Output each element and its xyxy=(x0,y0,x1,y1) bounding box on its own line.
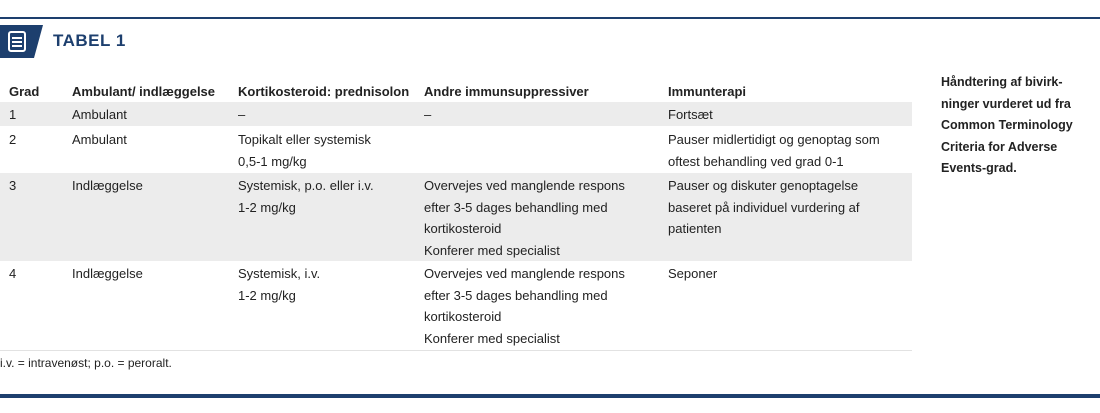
column-header-setting: Ambulant/ indlæggelse xyxy=(72,84,216,99)
data-table xyxy=(0,76,912,351)
other-immunosuppressants-cell xyxy=(416,102,660,126)
caption-line: Events-grad. xyxy=(941,161,1017,175)
setting-cell: Indlæggelse xyxy=(72,266,143,281)
setting-cell: Ambulant xyxy=(72,107,127,122)
caption-line: ninger vurderet ud fra xyxy=(941,96,1071,111)
cell-line: Konferer med specialist xyxy=(424,242,560,258)
cell-line: 0,5-1 mg/kg xyxy=(238,153,307,169)
grade-cell: 3 xyxy=(9,178,17,193)
immunotherapy-cell xyxy=(660,102,912,126)
caption-line: Håndtering af bivirk- xyxy=(941,75,1063,89)
caption-line: Common Terminology xyxy=(941,118,1073,132)
cell-line: efter 3-5 dages behandling med xyxy=(424,287,608,303)
column-header-grade: Grad xyxy=(9,84,40,99)
corticosteroid-cell xyxy=(230,173,416,261)
cell-line: Fortsæt xyxy=(668,107,713,122)
cell-line: efter 3-5 dages behandling med xyxy=(424,199,608,215)
cell-line: Seponer xyxy=(668,266,718,281)
column-header-immunotherapy: Immunterapi xyxy=(668,84,747,99)
table-header-row xyxy=(0,76,912,102)
corticosteroid-cell xyxy=(230,261,416,350)
grade-cell: 2 xyxy=(9,132,17,147)
cell-line: Systemisk, i.v. xyxy=(238,266,321,281)
other-immunosuppressants-cell xyxy=(416,261,660,350)
other-immunosuppressants-cell xyxy=(416,173,660,261)
table-title: TABEL 1 xyxy=(53,31,126,50)
table-row xyxy=(0,102,912,126)
cell-line: – xyxy=(238,107,246,122)
setting-cell: Ambulant xyxy=(72,132,127,147)
cell-line: kortikosteroid xyxy=(424,309,502,324)
cell-line: Konferer med specialist xyxy=(424,330,560,346)
grade-cell: 1 xyxy=(9,107,17,122)
cell-line: Overvejes ved manglende respons xyxy=(424,178,625,193)
setting-cell: Indlæggelse xyxy=(72,178,143,193)
table-row xyxy=(0,261,912,351)
cell-line: Pauser midlertidigt og genoptag som xyxy=(668,132,880,147)
cell-line: kortikosteroid xyxy=(424,221,502,236)
column-header-corticosteroid: Kortikosteroid: prednisolon xyxy=(238,84,410,99)
corticosteroid-cell xyxy=(230,126,416,173)
document-list-icon xyxy=(0,25,34,58)
cell-line: Pauser og diskuter genoptagelse xyxy=(668,178,859,193)
cell-line: Overvejes ved manglende respons xyxy=(424,266,625,281)
column-header-other-immunosuppressants: Andre immunsuppressiver xyxy=(424,84,589,99)
other-immunosuppressants-cell xyxy=(416,126,660,173)
cell-line: – xyxy=(424,107,432,122)
grade-cell: 4 xyxy=(9,266,17,281)
bottom-rule xyxy=(0,394,1100,398)
immunotherapy-cell xyxy=(660,261,912,350)
cell-line: Systemisk, p.o. eller i.v. xyxy=(238,178,374,193)
immunotherapy-cell xyxy=(660,173,912,261)
top-rule xyxy=(0,17,1100,19)
cell-line: 1-2 mg/kg xyxy=(238,199,296,215)
table-row xyxy=(0,126,912,173)
cell-line: baseret på individuel vurdering af xyxy=(668,199,860,215)
table-footnote: i.v. = intravenøst; p.o. = peroralt. xyxy=(0,356,172,370)
cell-line: oftest behandling ved grad 0-1 xyxy=(668,153,844,169)
corticosteroid-cell xyxy=(230,102,416,126)
cell-line: Topikalt eller systemisk xyxy=(238,132,371,147)
immunotherapy-cell xyxy=(660,126,912,173)
header-notch xyxy=(34,25,43,58)
cell-line: patienten xyxy=(668,221,722,236)
cell-line: 1-2 mg/kg xyxy=(238,287,296,303)
table-caption xyxy=(941,72,1093,180)
caption-line: Criteria for Adverse xyxy=(941,139,1058,154)
table-row xyxy=(0,173,912,261)
